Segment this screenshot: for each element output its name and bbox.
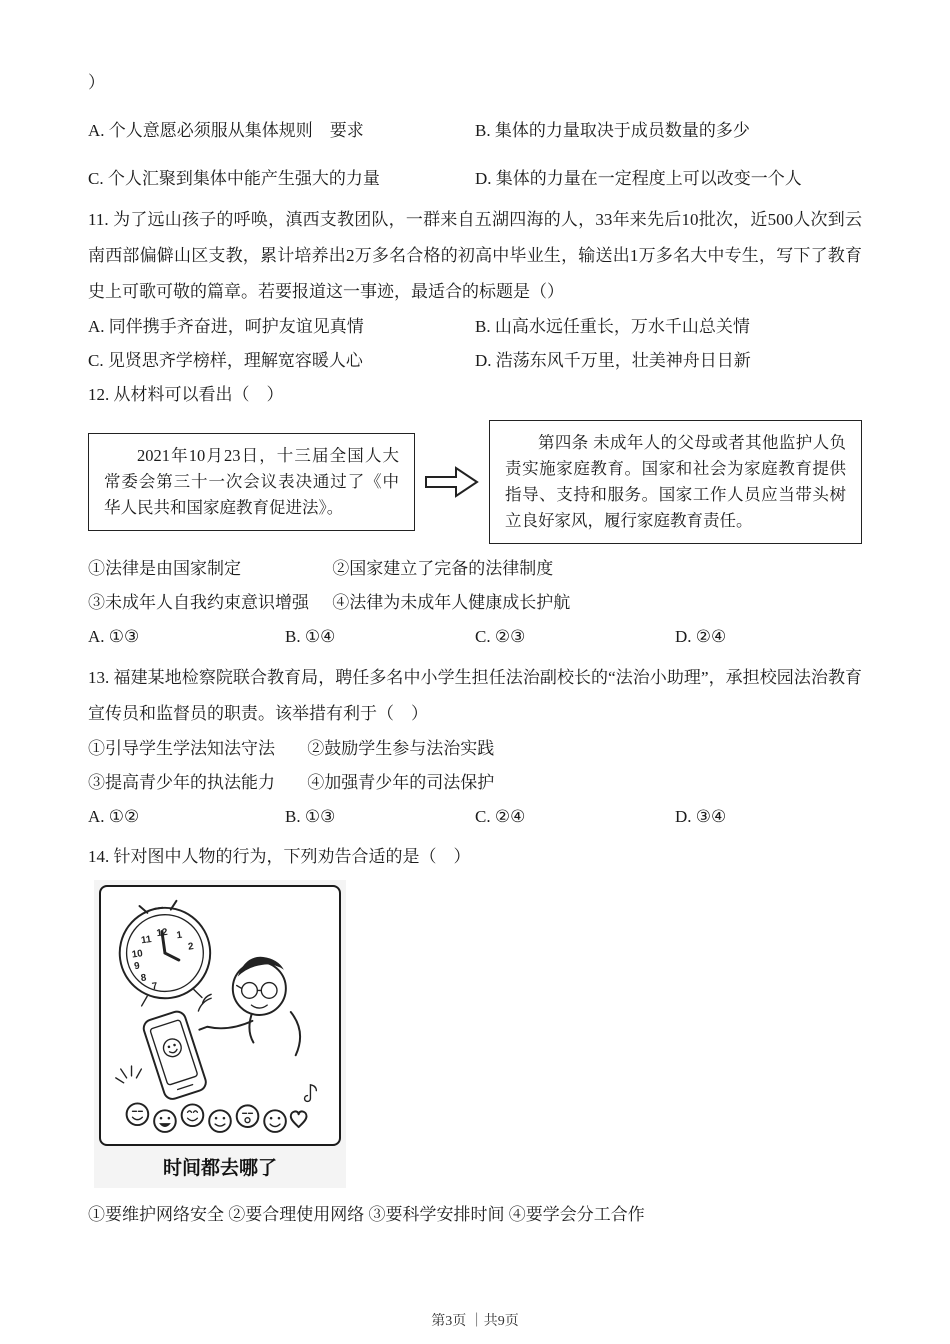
q11-option-a: A. 同伴携手齐奋进，呵护友谊见真情 <box>88 317 364 336</box>
time-cartoon-image <box>99 885 341 1146</box>
music-note-icon <box>305 1085 317 1102</box>
q12-statement-1: ①法律是由国家制定 <box>88 559 241 578</box>
q13-option-d: D. ③④ <box>675 807 727 826</box>
clock-number: 7 <box>151 980 159 993</box>
phone-icon <box>141 1009 208 1101</box>
cartoon-caption: 时间都去哪了 <box>162 1158 277 1179</box>
q12-option-a: A. ①③ <box>88 627 140 646</box>
q13-option-c: C. ②④ <box>475 807 526 826</box>
q11-option-b: B. 山高水远任重长，万水千山总关情 <box>475 317 750 336</box>
time-cartoon-figure <box>94 880 346 1188</box>
q12-statement-2: ②国家建立了完备的法律制度 <box>332 559 554 578</box>
stray-paren: ） <box>88 73 105 92</box>
q13-option-b: B. ①③ <box>285 807 336 826</box>
q11-option-d: D. 浩荡东风千万里，壮美神舟日日新 <box>475 351 751 370</box>
signal-waves-icon <box>198 994 211 1011</box>
q13-statement-4: ④加强青少年的司法保护 <box>307 773 495 792</box>
q11-options-row2 <box>88 344 862 378</box>
arrow-right-icon <box>415 420 489 544</box>
clock-number: 9 <box>133 960 141 973</box>
q13-stem: 13. 福建某地检察院联合教育局，聘任多名中小学生担任法治副校长的“法治小助理”，承担校园法治教育宣传员和监督员的职责。该举措有利于（ ） <box>88 668 862 723</box>
q13-statement-2: ②鼓励学生参与法治实践 <box>307 739 495 758</box>
clock-number: 10 <box>131 948 144 961</box>
q12-statements-row2 <box>88 586 862 620</box>
clock-number: 12 <box>155 926 169 940</box>
q14-stem: 14. 针对图中人物的行为，下列劝告合适的是（ ） <box>88 847 471 866</box>
q13-statements-row1 <box>88 732 862 766</box>
q12-material <box>88 420 862 544</box>
person-figure <box>199 957 300 1055</box>
q10-options-row2 <box>88 162 862 196</box>
q13-options <box>88 800 862 834</box>
clock-icon <box>113 897 216 1008</box>
q12-material-box-right: 第四条 未成年人的父母或者其他监护人负责实施家庭教育。国家和社会为家庭教育提供指导、支持和服务。国家工作人员应当带头树立良好家风，履行家庭教育责任。 <box>489 420 862 544</box>
q12-statements-row1 <box>88 552 862 586</box>
q10-option-a: A. 个人意愿必须服从集体规则 要求 <box>88 121 364 140</box>
q12-option-d: D. ②④ <box>675 627 727 646</box>
q13-statement-3: ③提高青少年的执法能力 <box>88 773 275 792</box>
q12-option-c: C. ②③ <box>475 627 526 646</box>
q10-option-b: B. 集体的力量取决于成员数量的多少 <box>475 121 750 140</box>
q12-stem: 12. 从材料可以看出（ ） <box>88 385 284 404</box>
q11-options-row1 <box>88 310 862 344</box>
burst-icon <box>116 1066 142 1083</box>
q12-option-b: B. ①④ <box>285 627 336 646</box>
q10-option-c: C. 个人汇聚到集体中能产生强大的力量 <box>88 169 380 188</box>
q12-statement-3: ③未成年人自我约束意识增强 <box>88 593 309 612</box>
q10-option-d: D. 集体的力量在一定程度上可以改变一个人 <box>475 169 802 188</box>
q12-statement-4: ④法律为未成年人健康成长护航 <box>332 593 571 612</box>
clock-number: 1 <box>175 929 183 942</box>
q10-options-row1 <box>88 114 862 148</box>
q12-material-box-left: 2021年10月23日，十三届全国人大常委会第三十一次会议表决通过了《中华人民共和国家庭教育促进法》。 <box>88 433 415 531</box>
q11-option-c: C. 见贤思齐学榜样，理解宽容暖人心 <box>88 351 363 370</box>
clock-number: 11 <box>140 934 153 947</box>
q13-statement-1: ①引导学生学法知法守法 <box>88 739 275 758</box>
emoji-row <box>127 1085 317 1132</box>
page-footer: 第3页 ｜共9页 <box>431 1314 519 1329</box>
clock-number: 2 <box>187 941 195 953</box>
q11-stem: 11. 为了远山孩子的呼唤，滇西支教团队，一群来自五湖四海的人，33年来先后10批次，近500人次到云南西部偏僻山区支教，累计培养出2万多名合格的初高中毕业生，输送出1万多名大中专生，写下了教育史上可歌可敬的篇章。若要报道这一事迹，最适合的标题是（） <box>88 210 862 301</box>
q13-option-a: A. ①② <box>88 807 140 826</box>
q14-statements: ①要维护网络安全 ②要合理使用网络 ③要科学安排时间 ④要学会分工合作 <box>88 1205 645 1224</box>
q12-options <box>88 620 862 654</box>
heart-icon <box>291 1111 307 1127</box>
q13-statements-row2 <box>88 766 862 800</box>
clock-number: 8 <box>140 972 148 985</box>
